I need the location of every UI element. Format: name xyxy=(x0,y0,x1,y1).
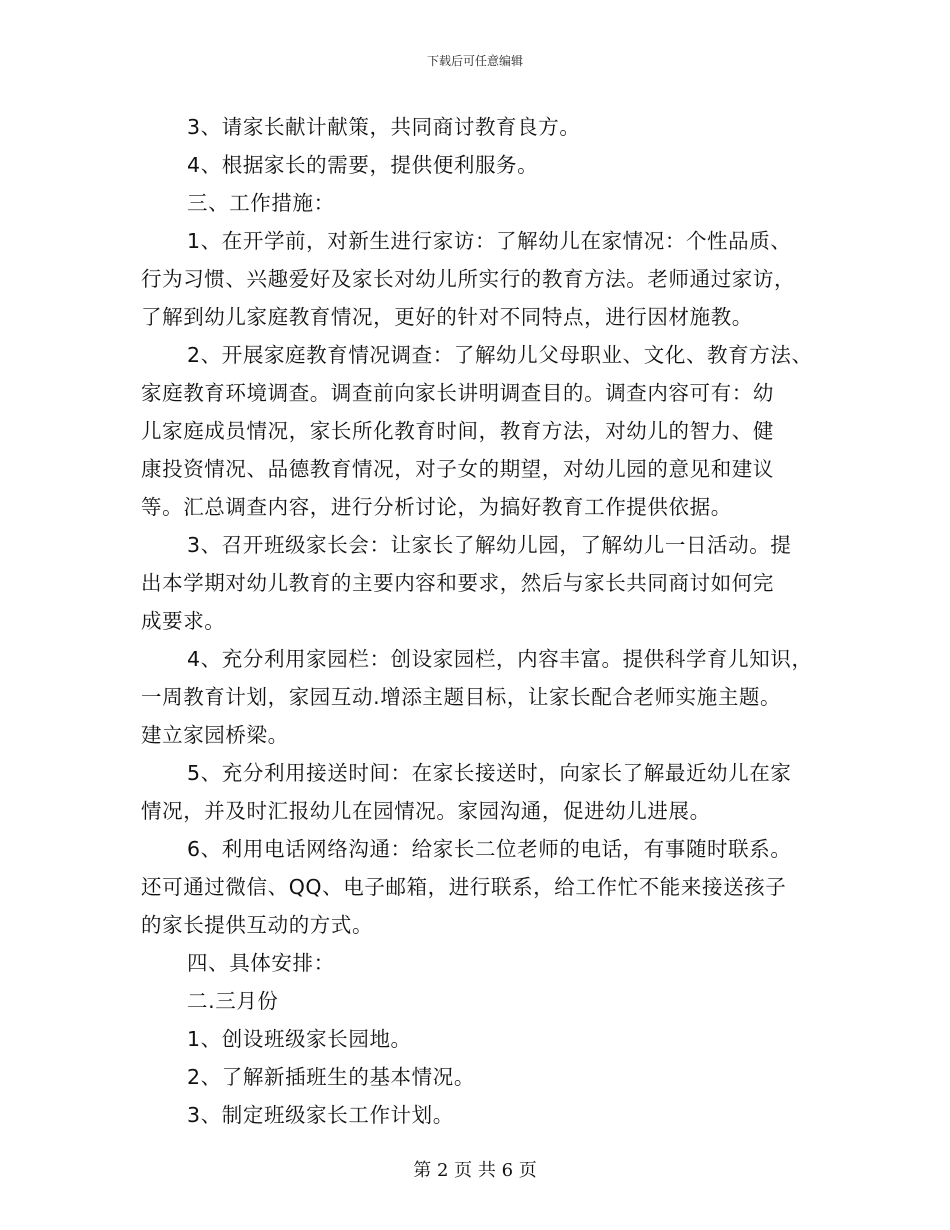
text-line: 家庭教育环境调查。调查前向家长讲明调查目的。调查内容可有：幼 xyxy=(141,381,774,405)
text-line: 一周教育计划，家园互动.增添主题目标，让家长配合老师实施主题。 xyxy=(141,685,782,709)
text-line: 了解到幼儿家庭教育情况，更好的针对不同特点，进行因材施教。 xyxy=(141,305,753,329)
text-line: 3、召开班级家长会：让家长了解幼儿园，了解幼儿一日活动。提 xyxy=(187,533,792,557)
section-heading: 四、具体安排： xyxy=(187,951,335,975)
section-heading: 三、工作措施： xyxy=(187,191,335,215)
text-line: 4、充分利用家园栏：创设家园栏，内容丰富。提供科学育儿知识， xyxy=(187,647,813,671)
page-header: 下载后可任意编辑 xyxy=(426,54,523,68)
text-line: 成要求。 xyxy=(141,609,226,633)
text-line: 等。汇总调查内容，进行分析讨论，为搞好教育工作提供依据。 xyxy=(141,495,732,519)
text-line: 3、请家长献计献策，共同商讨教育良方。 xyxy=(187,115,581,139)
text-line: 2、了解新插班生的基本情况。 xyxy=(187,1065,475,1089)
page-footer: 第 2 页 共 6 页 xyxy=(413,1160,537,1181)
text-line: 出本学期对幼儿教育的主要内容和要求，然后与家长共同商讨如何完 xyxy=(141,571,774,595)
text-line: 康投资情况、品德教育情况，对子女的期望，对幼儿园的意见和建议 xyxy=(141,457,774,481)
text-line: 4、根据家长的需要，提供便利服务。 xyxy=(187,153,539,177)
text-line: 情况，并及时汇报幼儿在园情况。家园沟通，促进幼儿进展。 xyxy=(141,799,711,823)
text-line: 1、创设班级家长园地。 xyxy=(187,1027,412,1051)
text-line: 还可通过微信、QQ、电子邮箱，进行联系，给工作忙不能来接送孩子 xyxy=(141,875,787,899)
text-line: 行为习惯、兴趣爱好及家长对幼儿所实行的教育方法。老师通过家访， xyxy=(141,267,796,291)
subsection-heading: 二.三月份 xyxy=(187,989,279,1013)
text-line: 2、开展家庭教育情况调查：了解幼儿父母职业、文化、教育方法、 xyxy=(187,343,813,367)
text-line: 儿家庭成员情况，家长所化教育时间，教育方法，对幼儿的智力、健 xyxy=(141,419,774,443)
text-line: 3、制定班级家长工作计划。 xyxy=(187,1103,454,1127)
text-line: 的家长提供互动的方式。 xyxy=(141,913,374,937)
text-line: 1、在开学前，对新生进行家访：了解幼儿在家情况：个性品质、 xyxy=(187,229,792,253)
text-line: 建立家园桥梁。 xyxy=(141,723,289,747)
text-line: 6、利用电话网络沟通：给家长二位老师的电话，有事随时联系。 xyxy=(187,837,792,861)
text-line: 5、充分利用接送时间：在家长接送时，向家长了解最近幼儿在家 xyxy=(187,761,792,785)
